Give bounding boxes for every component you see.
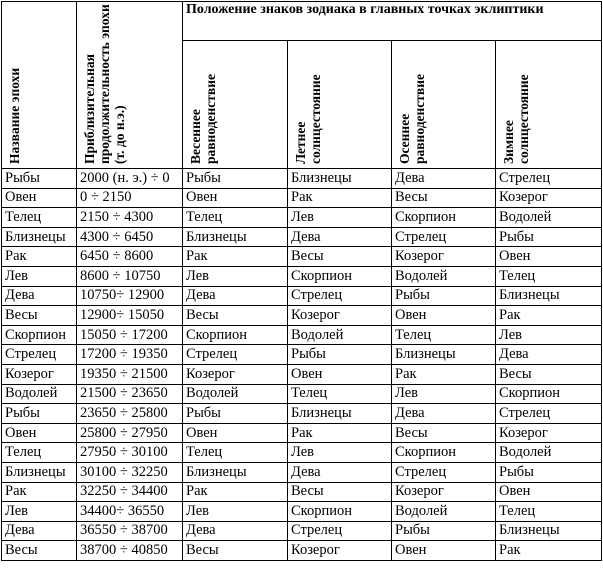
duration-cell: 21500 ÷ 23650 [77, 384, 183, 404]
winter-solstice-cell: Козерог [496, 423, 602, 443]
epoch-name-cell: Дева [2, 521, 77, 541]
autumn-equinox-cell: Водолей [392, 266, 496, 286]
header-point-winter-text: Зимнее солнцестояние [501, 74, 531, 164]
spring-equinox-cell: Близнецы [183, 227, 288, 247]
summer-solstice-cell: Овен [288, 364, 392, 384]
duration-cell: 38700 ÷ 40850 [77, 541, 183, 561]
table-row [2, 208, 602, 228]
table-row [2, 404, 602, 424]
autumn-equinox-cell: Стрелец [392, 462, 496, 482]
table-row [2, 541, 602, 561]
spring-equinox-cell: Дева [183, 286, 288, 306]
table-row [2, 227, 602, 247]
header-group-title: Положение знаков зодиака в главных точках эклиптики [183, 2, 602, 41]
header-duration [77, 2, 183, 169]
header-duration-text: Приблизительная продолжительность эпохи (т. до н.э.) [82, 4, 127, 164]
summer-solstice-cell: Рыбы [288, 345, 392, 365]
epoch-name-cell: Овен [2, 188, 77, 208]
table-row [2, 325, 602, 345]
duration-cell: 23650 ÷ 25800 [77, 404, 183, 424]
spring-equinox-cell: Телец [183, 443, 288, 463]
spring-equinox-cell: Близнецы [183, 462, 288, 482]
summer-solstice-cell: Стрелец [288, 521, 392, 541]
autumn-equinox-cell: Водолей [392, 502, 496, 522]
autumn-equinox-cell: Телец [392, 325, 496, 345]
table-row [2, 462, 602, 482]
table-row [2, 345, 602, 365]
epoch-name-cell: Телец [2, 208, 77, 228]
table-row [2, 423, 602, 443]
duration-cell: 4300 ÷ 6450 [77, 227, 183, 247]
duration-cell: 10750÷ 12900 [77, 286, 183, 306]
epoch-name-cell: Дева [2, 286, 77, 306]
header-point-summer-text: Летнее солнцестояние [293, 74, 323, 164]
epoch-name-cell: Рак [2, 247, 77, 267]
table-row [2, 266, 602, 286]
winter-solstice-cell: Рыбы [496, 462, 602, 482]
winter-solstice-cell: Скорпион [496, 384, 602, 404]
duration-cell: 19350 ÷ 21500 [77, 364, 183, 384]
spring-equinox-cell: Рыбы [183, 404, 288, 424]
autumn-equinox-cell: Стрелец [392, 227, 496, 247]
epoch-name-cell: Весы [2, 541, 77, 561]
summer-solstice-cell: Весы [288, 247, 392, 267]
epoch-name-cell: Рыбы [2, 169, 77, 189]
table-row [2, 443, 602, 463]
epoch-name-cell: Телец [2, 443, 77, 463]
summer-solstice-cell: Близнецы [288, 404, 392, 424]
winter-solstice-cell: Лев [496, 325, 602, 345]
epoch-name-cell: Рыбы [2, 404, 77, 424]
spring-equinox-cell: Водолей [183, 384, 288, 404]
header-epoch-name-text: Название эпохи [7, 67, 22, 164]
epoch-name-cell: Скорпион [2, 325, 77, 345]
spring-equinox-cell: Скорпион [183, 325, 288, 345]
epoch-name-cell: Близнецы [2, 462, 77, 482]
duration-cell: 34400÷ 36550 [77, 502, 183, 522]
winter-solstice-cell: Стрелец [496, 404, 602, 424]
duration-cell: 8600 ÷ 10750 [77, 266, 183, 286]
autumn-equinox-cell: Рыбы [392, 521, 496, 541]
summer-solstice-cell: Козерог [288, 541, 392, 561]
spring-equinox-cell: Рак [183, 247, 288, 267]
autumn-equinox-cell: Козерог [392, 247, 496, 267]
table-row [2, 188, 602, 208]
epoch-name-cell: Козерог [2, 364, 77, 384]
winter-solstice-cell: Рыбы [496, 227, 602, 247]
autumn-equinox-cell: Дева [392, 169, 496, 189]
table-body [2, 169, 602, 561]
spring-equinox-cell: Лев [183, 266, 288, 286]
duration-cell: 30100 ÷ 32250 [77, 462, 183, 482]
epoch-name-cell: Лев [2, 266, 77, 286]
epoch-name-cell: Близнецы [2, 227, 77, 247]
duration-cell: 15050 ÷ 17200 [77, 325, 183, 345]
duration-cell: 32250 ÷ 34400 [77, 482, 183, 502]
summer-solstice-cell: Телец [288, 384, 392, 404]
spring-equinox-cell: Рыбы [183, 169, 288, 189]
winter-solstice-cell: Весы [496, 364, 602, 384]
header-point-autumn-text: Осеннее равноденствие [397, 74, 427, 164]
summer-solstice-cell: Водолей [288, 325, 392, 345]
winter-solstice-cell: Близнецы [496, 286, 602, 306]
summer-solstice-cell: Весы [288, 482, 392, 502]
winter-solstice-cell: Близнецы [496, 521, 602, 541]
winter-solstice-cell: Стрелец [496, 169, 602, 189]
header-point-winter [496, 41, 602, 169]
table-row [2, 502, 602, 522]
winter-solstice-cell: Водолей [496, 443, 602, 463]
winter-solstice-cell: Рак [496, 541, 602, 561]
duration-cell: 12900÷ 15050 [77, 306, 183, 326]
spring-equinox-cell: Козерог [183, 364, 288, 384]
header-point-summer [288, 41, 392, 169]
duration-cell: 25800 ÷ 27950 [77, 423, 183, 443]
spring-equinox-cell: Овен [183, 423, 288, 443]
table-row [2, 482, 602, 502]
summer-solstice-cell: Дева [288, 227, 392, 247]
autumn-equinox-cell: Весы [392, 188, 496, 208]
autumn-equinox-cell: Весы [392, 423, 496, 443]
header-point-autumn [392, 41, 496, 169]
spring-equinox-cell: Лев [183, 502, 288, 522]
spring-equinox-cell: Весы [183, 306, 288, 326]
winter-solstice-cell: Рак [496, 306, 602, 326]
autumn-equinox-cell: Скорпион [392, 208, 496, 228]
epoch-name-cell: Рак [2, 482, 77, 502]
summer-solstice-cell: Рак [288, 423, 392, 443]
summer-solstice-cell: Козерог [288, 306, 392, 326]
summer-solstice-cell: Дева [288, 462, 392, 482]
winter-solstice-cell: Козерог [496, 188, 602, 208]
epoch-name-cell: Стрелец [2, 345, 77, 365]
spring-equinox-cell: Овен [183, 188, 288, 208]
spring-equinox-cell: Весы [183, 541, 288, 561]
header-point-spring-text: Весеннее равноденствие [188, 74, 218, 164]
epoch-name-cell: Весы [2, 306, 77, 326]
duration-cell: 2150 ÷ 4300 [77, 208, 183, 228]
table-row [2, 521, 602, 541]
autumn-equinox-cell: Скорпион [392, 443, 496, 463]
summer-solstice-cell: Лев [288, 208, 392, 228]
autumn-equinox-cell: Лев [392, 384, 496, 404]
autumn-equinox-cell: Козерог [392, 482, 496, 502]
autumn-equinox-cell: Рыбы [392, 286, 496, 306]
table-row [2, 169, 602, 189]
duration-cell: 36550 ÷ 38700 [77, 521, 183, 541]
table-row [2, 306, 602, 326]
spring-equinox-cell: Дева [183, 521, 288, 541]
table-row [2, 364, 602, 384]
winter-solstice-cell: Овен [496, 247, 602, 267]
zodiac-epochs-table [1, 1, 602, 561]
autumn-equinox-cell: Овен [392, 541, 496, 561]
header-epoch-name [2, 2, 77, 169]
table-row [2, 384, 602, 404]
autumn-equinox-cell: Рак [392, 364, 496, 384]
duration-cell: 17200 ÷ 19350 [77, 345, 183, 365]
epoch-name-cell: Овен [2, 423, 77, 443]
epoch-name-cell: Водолей [2, 384, 77, 404]
summer-solstice-cell: Стрелец [288, 286, 392, 306]
spring-equinox-cell: Телец [183, 208, 288, 228]
summer-solstice-cell: Близнецы [288, 169, 392, 189]
duration-cell: 27950 ÷ 30100 [77, 443, 183, 463]
autumn-equinox-cell: Овен [392, 306, 496, 326]
spring-equinox-cell: Рак [183, 482, 288, 502]
autumn-equinox-cell: Близнецы [392, 345, 496, 365]
duration-cell: 2000 (н. э.) ÷ 0 [77, 169, 183, 189]
spring-equinox-cell: Стрелец [183, 345, 288, 365]
summer-solstice-cell: Рак [288, 188, 392, 208]
winter-solstice-cell: Овен [496, 482, 602, 502]
epoch-name-cell: Лев [2, 502, 77, 522]
winter-solstice-cell: Телец [496, 266, 602, 286]
autumn-equinox-cell: Дева [392, 404, 496, 424]
header-row-top [2, 2, 602, 41]
table-row [2, 247, 602, 267]
duration-cell: 6450 ÷ 8600 [77, 247, 183, 267]
summer-solstice-cell: Скорпион [288, 502, 392, 522]
summer-solstice-cell: Лев [288, 443, 392, 463]
header-point-spring [183, 41, 288, 169]
summer-solstice-cell: Скорпион [288, 266, 392, 286]
winter-solstice-cell: Телец [496, 502, 602, 522]
table-row [2, 286, 602, 306]
winter-solstice-cell: Водолей [496, 208, 602, 228]
winter-solstice-cell: Дева [496, 345, 602, 365]
duration-cell: 0 ÷ 2150 [77, 188, 183, 208]
